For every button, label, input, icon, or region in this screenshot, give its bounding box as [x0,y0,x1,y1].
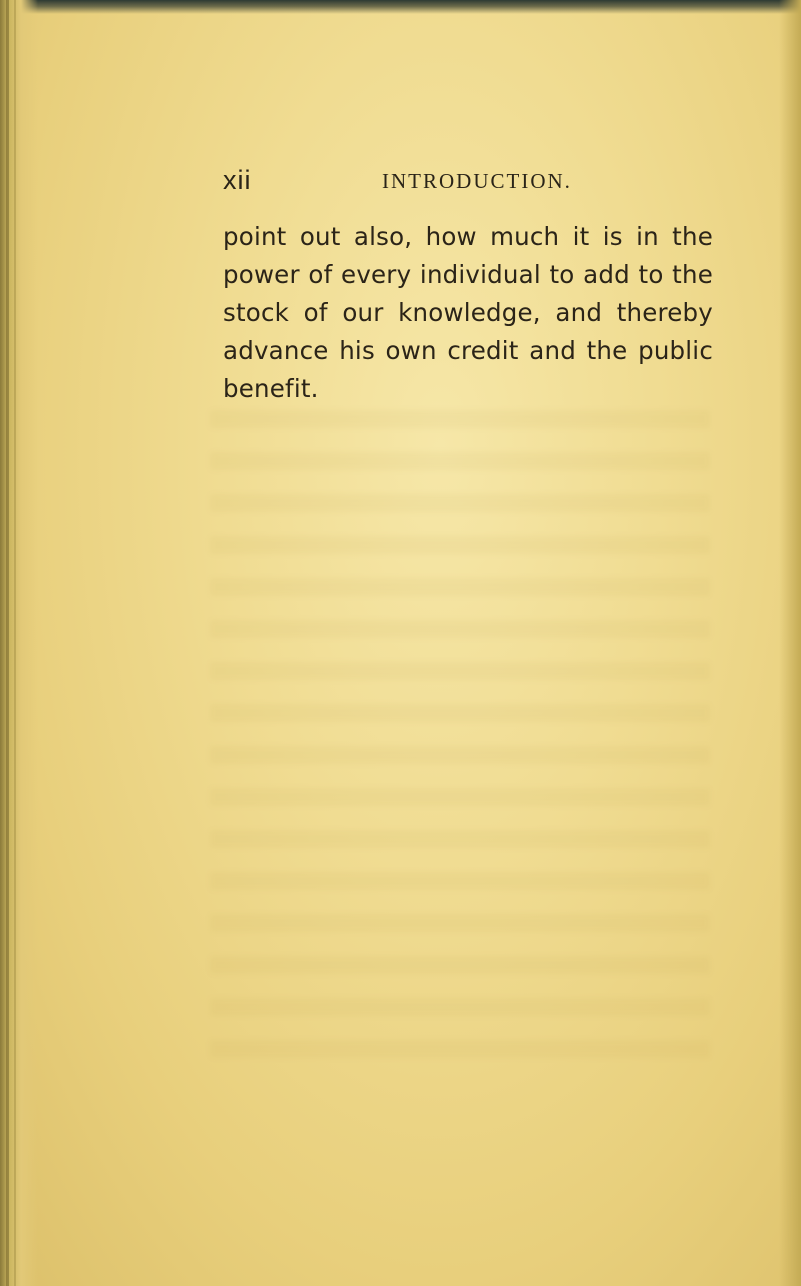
text-line: power of every individual to add to the [223,260,713,289]
page-number: xii [223,165,252,195]
book-spine-edge [0,0,38,1286]
text-line: benefit. [223,374,319,403]
text-line: advance his own credit and the public [223,336,713,365]
text-line: point out also, how much it is in the [223,222,713,251]
page-right-edge [779,0,801,1286]
text-line: stock of our knowledge, and thereby [223,298,713,327]
body-paragraph [223,218,713,408]
page-top-edge [0,0,801,14]
show-through-texture [210,410,710,1070]
page-header [223,165,723,201]
running-head: INTRODUCTION. [382,169,572,193]
